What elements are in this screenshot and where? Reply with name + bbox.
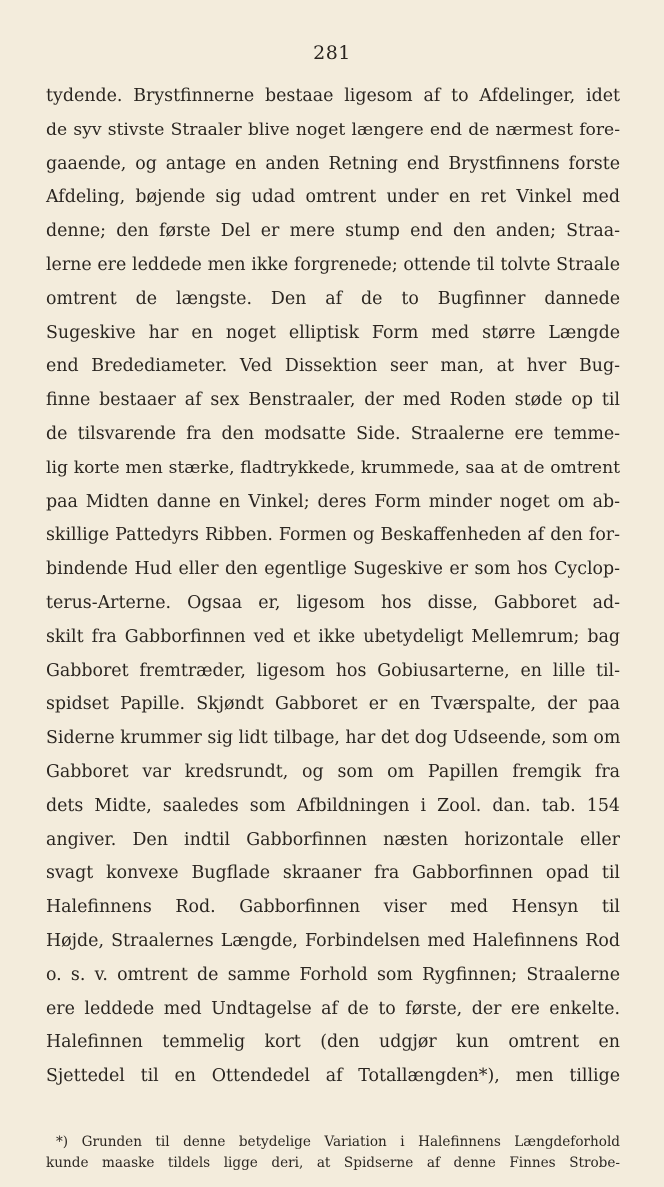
text-line: paa Midten danne en Vinkel; deres Form minder noget om ab- [46,491,620,512]
text-line: skillige Pattedyrs Ribben. Formen og Beskaffenheden af den for- [46,525,620,546]
text-line: finne bestaaer af sex Benstraaler, der med Roden støde op til [46,390,620,411]
text-line: end Bredediameter. Ved Dissektion seer man, at hver Bug- [46,356,620,377]
text-line: o. s. v. omtrent de samme Forhold som Rygfinnen; Straalerne [46,964,620,985]
text-line: svagt konvexe Bugflade skraaner fra Gabborfinnen opad til [46,863,620,884]
text-line: tydende. Brystfinnerne bestaae ligesom af to Afdelinger, idet [46,86,620,106]
text-line: Gabboret fremtræder, ligesom hos Gobiusarterne, en lille til- [46,660,620,681]
text-line: spidset Papille. Skjøndt Gabboret er en Tværspalte, der paa [46,694,620,715]
body-text [46,80,620,1094]
text-line: Højde, Straalernes Længde, Forbindelsen med Halefinnens Rod [46,930,620,951]
text-line: Siderne krummer sig lidt tilbage, har det dog Udseende, som om [46,728,621,749]
text-line: lerne ere leddede men ikke forgrenede; ottende til tolvte Straale [46,254,620,275]
footnote [46,1132,620,1174]
text-line: terus-Arterne. Ogsaa er, ligesom hos disse, Gabboret ad- [46,592,620,613]
text-line: dets Midte, saaledes som Afbildningen i Zool. dan. tab. 154 [46,795,620,816]
text-line: skilt fra Gabborfinnen ved et ikke ubetydeligt Mellemrum; bag [46,626,620,647]
text-line: lig korte men stærke, fladtrykkede, krummede, saa at de omtrent [46,457,620,478]
text-line: bindende Hud eller den egentlige Sugeskive er som hos Cyclop- [46,559,620,580]
text-line: de tilsvarende fra den modsatte Side. Straalerne ere temme- [46,423,620,444]
text-line: Sugeskive har en noget elliptisk Form med større Længde [46,322,620,343]
text-line: Gabboret var kredsrundt, og som om Papillen fremgik fra [46,761,620,782]
text-line: angiver. Den indtil Gabborfinnen næsten horizontale eller [46,829,620,850]
footnote-line: *) Grunden til denne betydelige Variation i Halefinnens Længdeforhold [56,1134,620,1150]
text-line: Halefinnen temmelig kort (den udgjør kun omtrent en [46,1032,620,1053]
text-line: Afdeling, bøjende sig udad omtrent under en ret Vinkel med [46,187,620,208]
text-line: Halefinnens Rod. Gabborfinnen viser med Hensyn til [46,897,620,918]
page-number: 281 [313,42,351,64]
text-line: Sjettedel til en Ottendedel af Totallængden*), men tillige [46,1066,620,1087]
footnote-line: kunde maaske tildels ligge deri, at Spidserne af denne Finnes Strobe- [46,1155,620,1171]
text-line: ere leddede med Undtagelse af de to første, der ere enkelte. [46,998,620,1019]
text-line: gaaende, og antage en anden Retning end Brystfinnens forste [46,153,620,174]
text-line: denne; den første Del er mere stump end den anden; Straa- [46,221,620,242]
text-line: omtrent de længste. Den af de to Bugfinner dannede [46,288,620,309]
text-line: de syv stivste Straaler blive noget længere end de nærmest fore- [46,119,620,140]
